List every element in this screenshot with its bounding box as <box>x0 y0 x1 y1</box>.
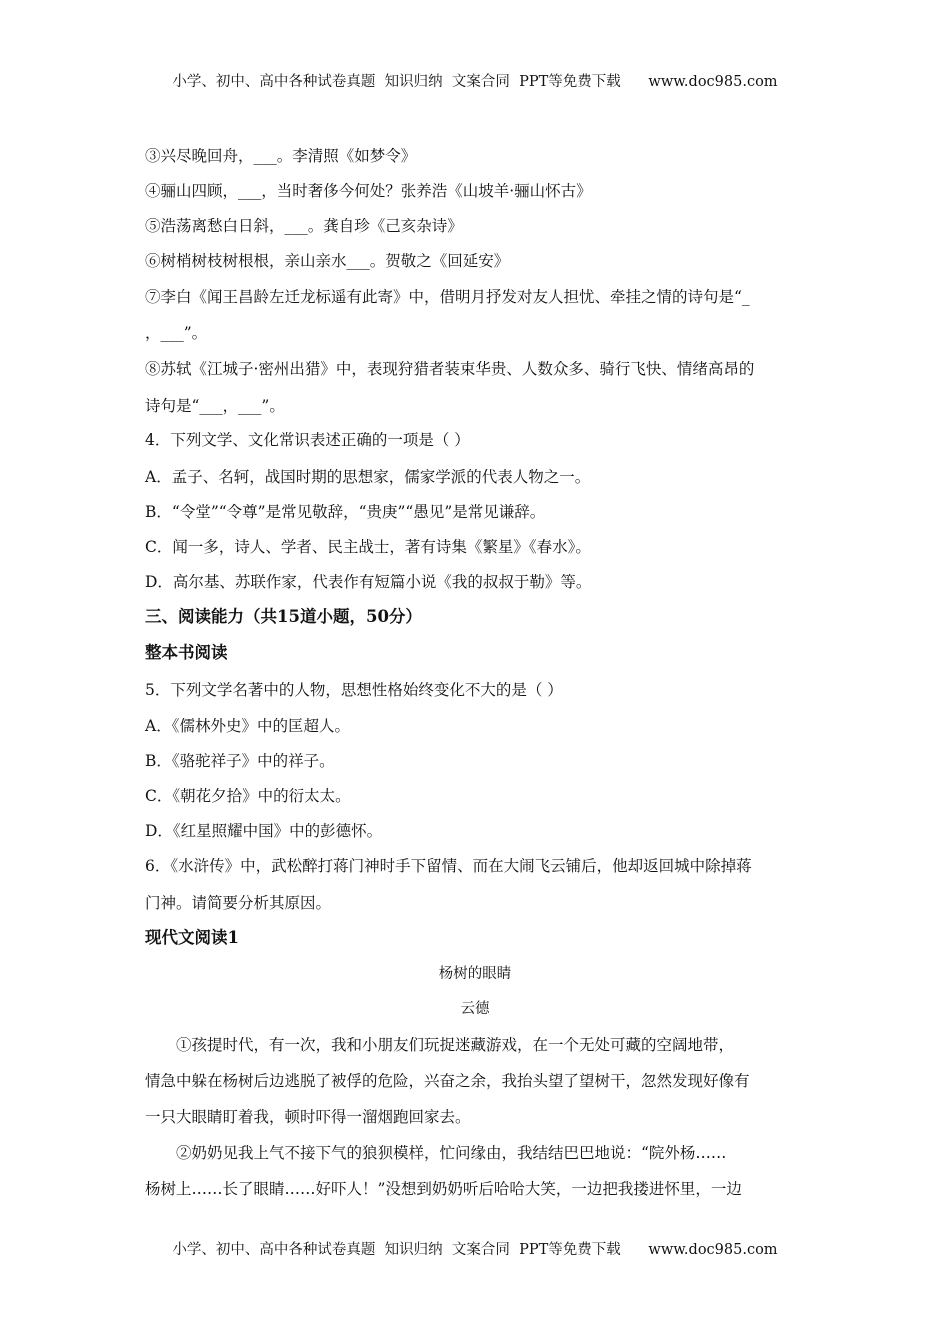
text-line: ⑧苏轼《江城子·密州出猎》中，表现狩猎者装束华贵、人数众多、骑行飞快、情绪高昂的 <box>145 360 755 378</box>
article-author: 云德 <box>460 1001 490 1017</box>
option-a: A．《儒林外史》中的匡超人。 <box>145 717 350 735</box>
question-5: 5．下列文学名著中的人物，思想性格始终变化不大的是（ ） <box>145 681 563 699</box>
text-line: 门神。请简要分析其原因。 <box>145 894 332 912</box>
option-c: C．《朝花夕拾》中的衍太太。 <box>145 787 351 805</box>
page-footer: 小学、初中、高中各种试卷真题 知识归纳 文案合同 PPT等免费下载 www.doc985.com <box>172 1242 778 1258</box>
article-title: 杨树的眼睛 <box>438 966 512 982</box>
subsection-heading: 整本书阅读 <box>145 643 228 662</box>
text-line: ，___”。 <box>145 324 208 342</box>
question-6: 6．《水浒传》中，武松醉打蒋门神时手下留情、而在大闹飞云铺后，他却返回城中除掉蒋 <box>145 857 752 875</box>
option-d: D．《红星照耀中国》中的彭德怀。 <box>145 822 383 840</box>
text-line: ⑥树梢树枝树根根，亲山亲水___。贺敬之《回延安》 <box>145 252 510 270</box>
question-4: 4．下列文学、文化常识表述正确的一项是（ ） <box>145 431 470 449</box>
text-line: ⑤浩荡离愁白日斜，___。龚自珍《己亥杂诗》 <box>145 217 463 235</box>
subsection-heading: 现代文阅读1 <box>145 928 239 947</box>
paragraph-line: 情急中躲在杨树后边逃脱了被俘的危险，兴奋之余，我抬头望了望树干，忽然发现好像有 <box>145 1072 750 1090</box>
option-b: B．“令堂”“令尊”是常见敬辞，“贵庚”“愚见”是常见谦辞。 <box>145 503 546 521</box>
option-c: C．闻一多，诗人、学者、民主战士，著有诗集《繁星》《春水》。 <box>145 538 591 556</box>
option-a: A．孟子、名轲，战国时期的思想家，儒家学派的代表人物之一。 <box>145 468 591 486</box>
paragraph-line: 杨树上……长了眼睛……好吓人！”没想到奶奶听后哈哈大笑，一边把我搂进怀里，一边 <box>145 1180 742 1198</box>
text-line: ⑦李白《闻王昌龄左迁龙标遥有此寄》中，借明月抒发对友人担忧、牵挂之情的诗句是“_ <box>145 288 750 306</box>
paragraph-line: ①孩提时代，有一次，我和小朋友们玩捉迷藏游戏，在一个无处可藏的空阔地带， <box>176 1036 735 1054</box>
option-d: D．高尔基、苏联作家，代表作有短篇小说《我的叔叔于勒》等。 <box>145 573 592 591</box>
paragraph-line: 一只大眼睛盯着我，顿时吓得一溜烟跑回家去。 <box>145 1108 471 1126</box>
option-b: B．《骆驼祥子》中的祥子。 <box>145 752 335 770</box>
text-line: ④骊山四顾，___，当时奢侈今何处？张养浩《山坡羊·骊山怀古》 <box>145 182 592 200</box>
text-line: ③兴尽晚回舟，___。李清照《如梦令》 <box>145 147 417 165</box>
page-header: 小学、初中、高中各种试卷真题 知识归纳 文案合同 PPT等免费下载 www.doc985.com <box>172 74 778 90</box>
paragraph-line: ②奶奶见我上气不接下气的狼狈模样，忙问缘由，我结结巴巴地说：“院外杨…… <box>176 1144 727 1162</box>
section-heading: 三、阅读能力（共15道小题，50分） <box>145 607 422 626</box>
text-line: 诗句是“___，___”。 <box>145 397 285 415</box>
